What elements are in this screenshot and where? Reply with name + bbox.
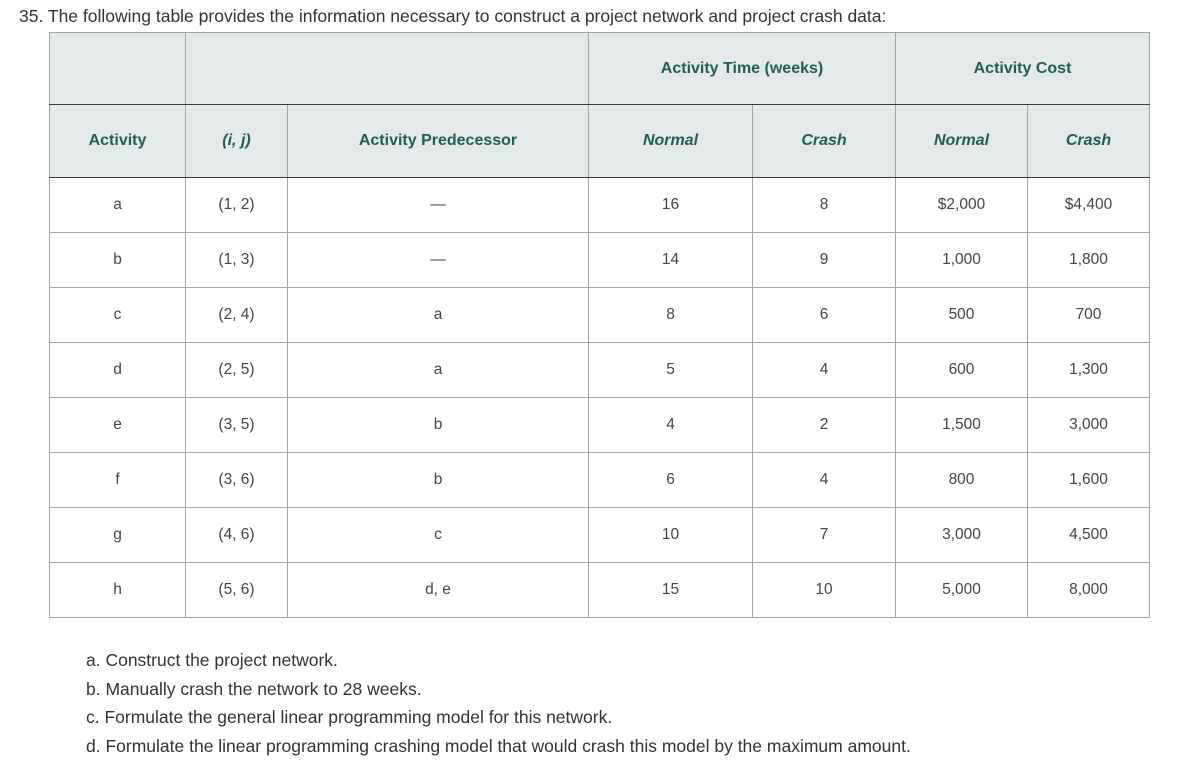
group-header-row [50,33,1150,105]
ij-cell: (1, 3) [186,233,288,288]
activity-cell: d [50,343,186,398]
ij-cell: (2, 5) [186,343,288,398]
activity-column-header: Activity [50,105,186,178]
time-normal-cell: 4 [589,398,753,453]
time-normal-column-header: Normal [589,105,753,178]
activity-cell: f [50,453,186,508]
time-crash-cell: 7 [753,508,896,563]
cost-crash-cell: 4,500 [1028,508,1150,563]
question-part-d: d. Formulate the linear programming crashing model that would crash this model by the maximum amount. [86,732,911,760]
question-part-c: c. Formulate the general linear programming model for this network. [86,703,911,732]
cost-crash-cell: $4,400 [1028,178,1150,233]
time-normal-cell: 6 [589,453,753,508]
cost-crash-cell: 1,600 [1028,453,1150,508]
project-crash-table [49,32,1150,618]
cost-normal-cell: 600 [896,343,1028,398]
time-crash-column-header: Crash [753,105,896,178]
cost-normal-column-header: Normal [896,105,1028,178]
ij-cell: (5, 6) [186,563,288,618]
activity-cell: h [50,563,186,618]
predecessor-column-header: Activity Predecessor [288,105,589,178]
ij-cell: (2, 4) [186,288,288,343]
table-row [50,178,1150,233]
empty-header-cell [186,33,589,105]
predecessor-cell: c [288,508,589,563]
ij-cell: (3, 5) [186,398,288,453]
column-header-row [50,105,1150,178]
question-parts-list [86,646,911,760]
time-crash-cell: 4 [753,343,896,398]
time-crash-cell: 8 [753,178,896,233]
cost-normal-cell: 500 [896,288,1028,343]
cost-crash-cell: 700 [1028,288,1150,343]
ij-column-header: (i, j) [186,105,288,178]
table-row [50,343,1150,398]
predecessor-cell: b [288,398,589,453]
predecessor-cell: a [288,288,589,343]
cost-crash-column-header: Crash [1028,105,1150,178]
activity-cell: c [50,288,186,343]
cost-crash-cell: 3,000 [1028,398,1150,453]
time-normal-cell: 10 [589,508,753,563]
cost-crash-cell: 1,300 [1028,343,1150,398]
time-normal-cell: 15 [589,563,753,618]
cost-normal-cell: 3,000 [896,508,1028,563]
predecessor-cell: — [288,233,589,288]
table-row [50,563,1150,618]
empty-header-cell [50,33,186,105]
time-normal-cell: 14 [589,233,753,288]
cost-normal-cell: 1,000 [896,233,1028,288]
predecessor-cell: — [288,178,589,233]
ij-cell: (1, 2) [186,178,288,233]
predecessor-cell: b [288,453,589,508]
cost-normal-cell: 800 [896,453,1028,508]
time-crash-cell: 10 [753,563,896,618]
table-row [50,288,1150,343]
time-normal-cell: 5 [589,343,753,398]
time-normal-cell: 16 [589,178,753,233]
question-intro: 35. The following table provides the information necessary to construct a project network and project crash data: [19,5,886,27]
cost-crash-cell: 1,800 [1028,233,1150,288]
predecessor-cell: d, e [288,563,589,618]
table-row [50,398,1150,453]
ij-cell: (3, 6) [186,453,288,508]
activity-cell: g [50,508,186,563]
activity-cell: a [50,178,186,233]
activity-time-group-header: Activity Time (weeks) [589,33,896,105]
cost-crash-cell: 8,000 [1028,563,1150,618]
table-row [50,233,1150,288]
time-crash-cell: 6 [753,288,896,343]
time-crash-cell: 4 [753,453,896,508]
time-crash-cell: 2 [753,398,896,453]
cost-normal-cell: 1,500 [896,398,1028,453]
cost-normal-cell: $2,000 [896,178,1028,233]
activity-cost-group-header: Activity Cost [896,33,1150,105]
time-normal-cell: 8 [589,288,753,343]
question-part-a: a. Construct the project network. [86,646,911,675]
time-crash-cell: 9 [753,233,896,288]
activity-cell: e [50,398,186,453]
ij-cell: (4, 6) [186,508,288,563]
cost-normal-cell: 5,000 [896,563,1028,618]
predecessor-cell: a [288,343,589,398]
table-row [50,508,1150,563]
activity-cell: b [50,233,186,288]
question-part-b: b. Manually crash the network to 28 weeks. [86,675,911,704]
table-row [50,453,1150,508]
